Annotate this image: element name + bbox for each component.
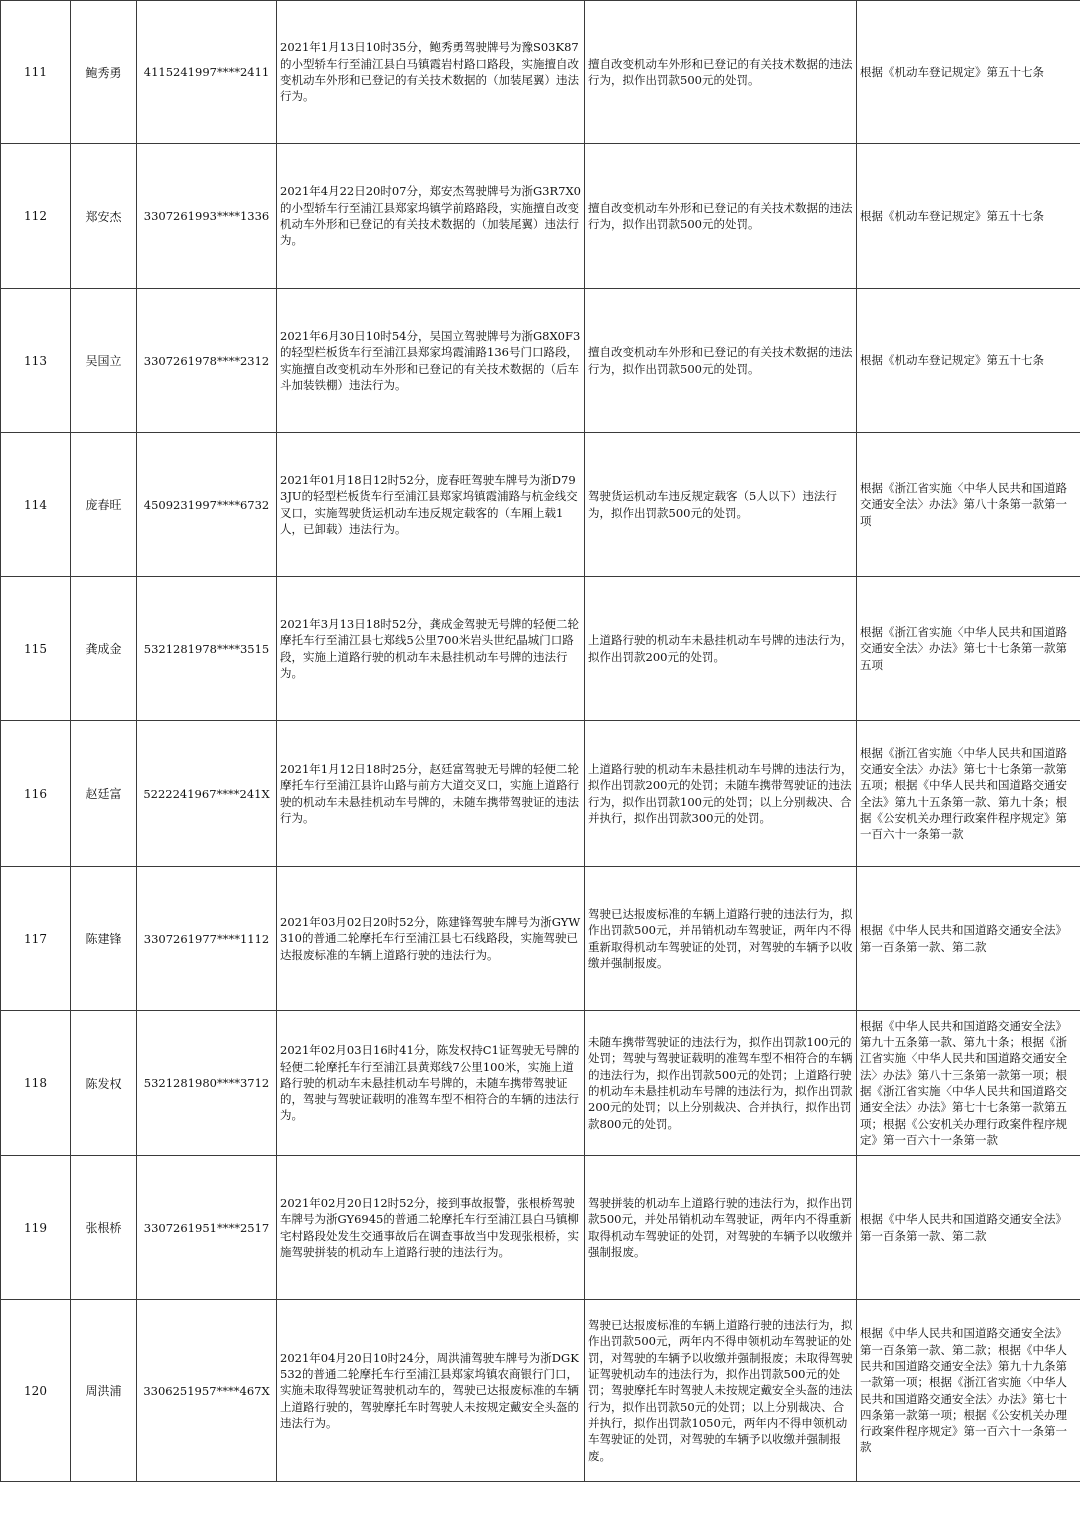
violation-facts: 2021年3月13日18时52分，龚成金驾驶无号牌的轻便二轮摩托车行至浦江县七郑线5公里700米岩头世纪晶城门口路段，实施上道路行驶的机动车未悬挂机动车号牌的违法行为。 (277, 577, 585, 721)
person-name: 鲍秀勇 (71, 1, 137, 144)
violation-facts: 2021年1月13日10时35分，鲍秀勇驾驶牌号为豫S03K87的小型轿车行至浦江县白马镇霞岩村路口路段，实施擅自改变机动车外形和已登记的有关技术数据的（加装尾翼）违法行为。 (277, 1, 585, 144)
violation-facts: 2021年01月18日12时52分，庞春旺驾驶车牌号为浙D793JU的轻型栏板货车行至浦江县郑家坞镇霞浦路与杭金线交叉口，实施驾驶货运机动车违反规定载客的（车厢上载1人，已卸载）违法行为。 (277, 433, 585, 577)
id-number: 4509231997****6732 (137, 433, 277, 577)
person-name: 龚成金 (71, 577, 137, 721)
violation-facts: 2021年4月22日20时07分，郑安杰驾驶牌号为浙G3R7X0的小型轿车行至浦江县郑家坞镇学前路路段，实施擅自改变机动车外形和已登记的有关技术数据的（加装尾翼）违法行为。 (277, 144, 585, 289)
legal-basis: 根据《浙江省实施〈中华人民共和国道路交通安全法〉办法》第七十七条第一款第五项；根据《中华人民共和国道路交通安全法》第九十五条第一款、第九十条；根据《公安机关办理行政案件程序规定》第一百六十一条第一款 (857, 721, 1080, 867)
table-row (1, 433, 1080, 577)
legal-basis: 根据《机动车登记规定》第五十七条 (857, 144, 1080, 289)
id-number: 5222241967****241X (137, 721, 277, 867)
table-row (1, 1300, 1080, 1482)
id-number: 3306251957****467X (137, 1300, 277, 1482)
row-number: 111 (1, 1, 71, 144)
row-number: 114 (1, 433, 71, 577)
violation-facts: 2021年03月02日20时52分，陈建锋驾驶车牌号为浙GYW310的普通二轮摩托车行至浦江县七石线路段，实施驾驶已达报废标准的车辆上道路行驶的违法行为。 (277, 867, 585, 1011)
proposed-penalty: 驾驶拼装的机动车上道路行驶的违法行为，拟作出罚款500元，并处吊销机动车驾驶证，两年内不得重新取得机动车驾驶证的处罚，对驾驶的车辆予以收缴并强制报废。 (585, 1156, 857, 1300)
row-number: 119 (1, 1156, 71, 1300)
violation-facts: 2021年02月03日16时41分，陈发权持C1证驾驶无号牌的轻便二轮摩托车行至浦江县黄郑线7公里100米，实施上道路行驶的机动车未悬挂机动车号牌的，未随车携带驾驶证的，驾驶与驾驶证载明的准驾车型不相符合的车辆的违法行为。 (277, 1011, 585, 1156)
table-row (1, 1011, 1080, 1156)
person-name: 周洪浦 (71, 1300, 137, 1482)
violation-facts: 2021年1月12日18时25分，赵廷富驾驶无号牌的轻便二轮摩托车行至浦江县许山路与前方大道交叉口，实施上道路行驶的机动车未悬挂机动车号牌的，未随车携带驾驶证的违法行为。 (277, 721, 585, 867)
row-number: 120 (1, 1300, 71, 1482)
row-number: 115 (1, 577, 71, 721)
legal-basis: 根据《浙江省实施〈中华人民共和国道路交通安全法〉办法》第七十七条第一款第五项 (857, 577, 1080, 721)
row-number: 113 (1, 289, 71, 433)
violation-facts: 2021年02月20日12时52分，接到事故报警，张根桥驾驶车牌号为浙GY6945的普通二轮摩托车行至浦江县白马镇柳宅村路段处发生交通事故后在调查事故当中发现张根桥，实施驾驶拼装的机动车上道路行驶的违法行为。 (277, 1156, 585, 1300)
proposed-penalty: 驾驶已达报废标准的车辆上道路行驶的违法行为，拟作出罚款500元，两年内不得申领机动车驾驶证的处罚，对驾驶的车辆予以收缴并强制报废；未取得驾驶证驾驶机动车的违法行为，拟作出罚款500元的处罚；驾驶摩托车时驾驶人未按规定戴安全头盔的违法行为，拟作出罚款50元的处罚；以上分别裁决、合并执行，拟作出罚款1050元，两年内不得申领机动车驾驶证的处罚，对驾驶的车辆予以收缴并强制报废。 (585, 1300, 857, 1482)
id-number: 5321281980****3712 (137, 1011, 277, 1156)
proposed-penalty: 未随车携带驾驶证的违法行为，拟作出罚款100元的处罚；驾驶与驾驶证载明的准驾车型不相符合的车辆的违法行为，拟作出罚款500元的处罚；上道路行驶的机动车未悬挂机动车号牌的违法行为，拟作出罚款200元的处罚；以上分别裁决、合并执行，拟作出罚款800元的处罚。 (585, 1011, 857, 1156)
legal-basis: 根据《中华人民共和国道路交通安全法》第九十五条第一款、第九十条；根据《浙江省实施〈中华人民共和国道路交通安全法〉办法》第八十三条第一款第一项；根据《浙江省实施〈中华人民共和国道路交通安全法〉办法》第七十七条第一款第五项；根据《公安机关办理行政案件程序规定》第一百六十一条第一款 (857, 1011, 1080, 1156)
table-row (1, 144, 1080, 289)
table-row (1, 1, 1080, 144)
table-row (1, 577, 1080, 721)
table-row (1, 721, 1080, 867)
person-name: 庞春旺 (71, 433, 137, 577)
person-name: 吴国立 (71, 289, 137, 433)
person-name: 郑安杰 (71, 144, 137, 289)
proposed-penalty: 驾驶货运机动车违反规定载客（5人以下）违法行为，拟作出罚款500元的处罚。 (585, 433, 857, 577)
table-row (1, 289, 1080, 433)
legal-basis: 根据《机动车登记规定》第五十七条 (857, 1, 1080, 144)
legal-basis: 根据《机动车登记规定》第五十七条 (857, 289, 1080, 433)
proposed-penalty: 驾驶已达报废标准的车辆上道路行驶的违法行为，拟作出罚款500元，并吊销机动车驾驶证，两年内不得重新取得机动车驾驶证的处罚，对驾驶的车辆予以收缴并强制报废。 (585, 867, 857, 1011)
violation-facts: 2021年6月30日10时54分，吴国立驾驶牌号为浙G8X0F3的轻型栏板货车行至浦江县郑家坞霞浦路136号门口路段，实施擅自改变机动车外形和已登记的有关技术数据的（后车斗加装铁棚）违法行为。 (277, 289, 585, 433)
id-number: 3307261978****2312 (137, 289, 277, 433)
row-number: 117 (1, 867, 71, 1011)
legal-basis: 根据《中华人民共和国道路交通安全法》第一百条第一款、第二款 (857, 867, 1080, 1011)
legal-basis: 根据《浙江省实施〈中华人民共和国道路交通安全法〉办法》第八十条第一款第一项 (857, 433, 1080, 577)
table-row (1, 867, 1080, 1011)
legal-basis: 根据《中华人民共和国道路交通安全法》第一百条第一款、第二款；根据《中华人民共和国道路交通安全法》第九十九条第一款第一项；根据《浙江省实施〈中华人民共和国道路交通安全法〉办法》第七十四条第一款第一项；根据《公安机关办理行政案件程序规定》第一百六十一条第一款 (857, 1300, 1080, 1482)
proposed-penalty: 上道路行驶的机动车未悬挂机动车号牌的违法行为，拟作出罚款200元的处罚。 (585, 577, 857, 721)
legal-basis: 根据《中华人民共和国道路交通安全法》第一百条第一款、第二款 (857, 1156, 1080, 1300)
table-body (1, 1, 1080, 1482)
row-number: 116 (1, 721, 71, 867)
row-number: 118 (1, 1011, 71, 1156)
proposed-penalty: 上道路行驶的机动车未悬挂机动车号牌的违法行为，拟作出罚款200元的处罚；未随车携带驾驶证的违法行为，拟作出罚款100元的处罚；以上分别裁决、合并执行，拟作出罚款300元的处罚。 (585, 721, 857, 867)
person-name: 陈发权 (71, 1011, 137, 1156)
proposed-penalty: 擅自改变机动车外形和已登记的有关技术数据的违法行为，拟作出罚款500元的处罚。 (585, 144, 857, 289)
id-number: 3307261993****1336 (137, 144, 277, 289)
id-number: 4115241997****2411 (137, 1, 277, 144)
id-number: 5321281978****3515 (137, 577, 277, 721)
person-name: 陈建锋 (71, 867, 137, 1011)
row-number: 112 (1, 144, 71, 289)
person-name: 张根桥 (71, 1156, 137, 1300)
id-number: 3307261977****1112 (137, 867, 277, 1011)
table-row (1, 1156, 1080, 1300)
violation-facts: 2021年04月20日10时24分，周洪浦驾驶车牌号为浙DGK532的普通二轮摩托车行至浦江县郑家坞镇农商银行门口，实施未取得驾驶证驾驶机动车的，驾驶已达报废标准的车辆上道路行驶的，驾驶摩托车时驾驶人未按规定戴安全头盔的违法行为。 (277, 1300, 585, 1482)
person-name: 赵廷富 (71, 721, 137, 867)
proposed-penalty: 擅自改变机动车外形和已登记的有关技术数据的违法行为，拟作出罚款500元的处罚。 (585, 1, 857, 144)
id-number: 3307261951****2517 (137, 1156, 277, 1300)
proposed-penalty: 擅自改变机动车外形和已登记的有关技术数据的违法行为，拟作出罚款500元的处罚。 (585, 289, 857, 433)
